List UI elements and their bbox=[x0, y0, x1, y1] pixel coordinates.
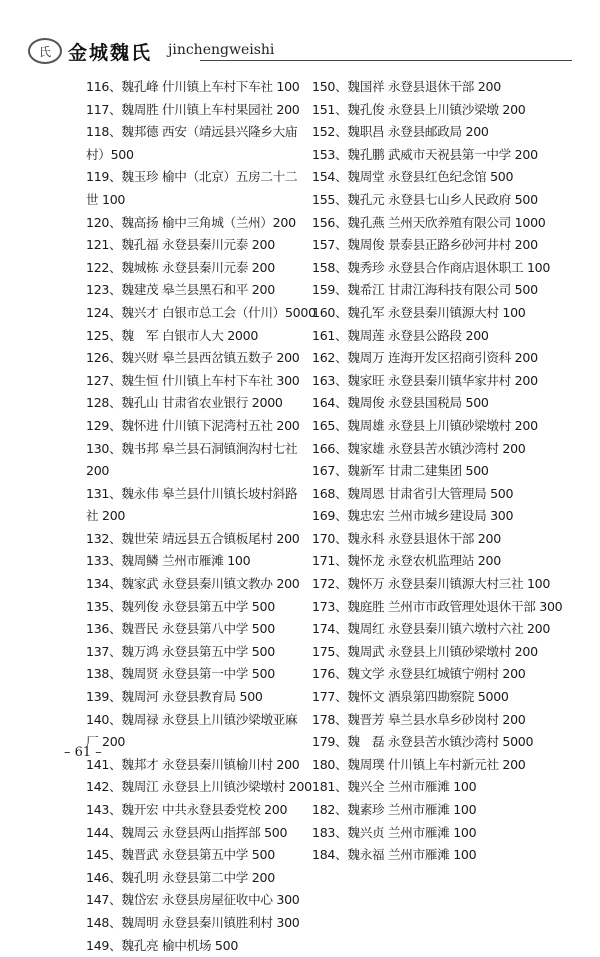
donor-entry: 145、魏晋武 永登县第五中学 500 bbox=[86, 847, 275, 863]
donor-entry: 128、魏孔山 甘肃省农业银行 2000 bbox=[86, 395, 283, 411]
donor-entry: 153、魏孔鹏 武威市天祝县第一中学 200 bbox=[312, 146, 538, 162]
donor-entry: 165、魏周雄 永登县上川镇砂梁墩村 200 bbox=[312, 417, 538, 433]
donor-entry: 164、魏周俊 永登县国税局 500 bbox=[312, 395, 489, 411]
donor-entry: 184、魏永福 兰州市雁滩 100 bbox=[312, 847, 477, 863]
donor-entry: 168、魏周恩 甘肃省引大管理局 500 bbox=[312, 485, 514, 501]
donor-entry: 148、魏周明 永登县秦川镇胜利村 300 bbox=[86, 914, 300, 930]
donor-entry: 140、魏周禄 永登县上川镇沙梁墩亚麻厂 200 bbox=[86, 711, 298, 750]
book-title: 金城魏氏 bbox=[68, 42, 153, 64]
page-header bbox=[0, 0, 600, 66]
donor-entry: 149、魏孔亮 榆中机场 500 bbox=[86, 937, 239, 953]
donor-entry: 127、魏生恒 什川镇上车村下车社 300 bbox=[86, 372, 300, 388]
donor-entry: 144、魏周云 永登县两山指挥部 500 bbox=[86, 824, 288, 840]
donor-entry: 131、魏永伟 皋兰县什川镇长坡村斜路社 200 bbox=[86, 485, 298, 524]
donor-entry: 170、魏永科 永登县退休干部 200 bbox=[312, 530, 501, 546]
donor-entry: 159、魏希江 甘肃江海科技有限公司 500 bbox=[312, 282, 538, 298]
donor-entry: 123、魏建茂 皋兰县黑石和平 200 bbox=[86, 282, 275, 298]
donor-entry: 129、魏怀进 什川镇下泥湾村五社 200 bbox=[86, 417, 300, 433]
donor-entry: 124、魏兴才 白银市总工会（什川）5000 bbox=[86, 304, 316, 320]
donor-entry: 135、魏列俊 永登县第五中学 500 bbox=[86, 598, 275, 614]
donor-entry: 176、魏文学 永登县红城镇宁朔村 200 bbox=[312, 666, 526, 682]
donor-entry: 137、魏万鸿 永登县第五中学 500 bbox=[86, 643, 275, 659]
donor-entry: 120、魏高扬 榆中三角城（兰州）200 bbox=[86, 214, 296, 230]
donor-entry: 183、魏兴贞 兰州市雁滩 100 bbox=[312, 824, 477, 840]
donor-entry: 177、魏怀文 酒泉第四勘察院 5000 bbox=[312, 689, 509, 705]
donor-entry: 143、魏开宏 中共永登县委党校 200 bbox=[86, 802, 288, 817]
donor-entry: 125、魏 军 白银市人大 2000 bbox=[86, 327, 259, 343]
donor-entry: 152、魏职昌 永登县邮政局 200 bbox=[312, 124, 489, 140]
donor-entry: 119、魏玉珍 榆中（北京）五房二十二世 100 bbox=[86, 169, 298, 207]
donor-entry: 133、魏周鳞 兰州市雁滩 100 bbox=[86, 553, 251, 569]
donor-entry: 161、魏周莲 永登县公路段 200 bbox=[312, 327, 489, 343]
donor-list-left bbox=[86, 76, 316, 957]
donor-entry: 118、魏邦德 西安（靖远县兴隆乡大庙村）500 bbox=[86, 124, 298, 162]
donor-entry: 175、魏周武 永登县上川镇砂梁墩村 200 bbox=[312, 643, 538, 659]
donor-entry: 172、魏怀万 永登县秦川镇源大村三社 100 bbox=[312, 576, 551, 592]
donor-entry: 163、魏家旺 永登县秦川镇华家井村 200 bbox=[312, 372, 538, 388]
donor-entry: 147、魏岱宏 永登县房屋征收中心 300 bbox=[86, 892, 300, 908]
clan-seal-icon bbox=[28, 38, 62, 64]
donor-entry: 126、魏兴财 皋兰县西岔镇五数子 200 bbox=[86, 350, 300, 366]
donor-entry: 132、魏世荣 靖远县五合镇板尾村 200 bbox=[86, 530, 300, 546]
page-number: – 61 – bbox=[64, 745, 102, 760]
donor-entry: 169、魏忠宏 兰州市城乡建设局 300 bbox=[312, 508, 514, 524]
seal-glyph: 氏 bbox=[38, 44, 51, 59]
donor-entry: 160、魏孔军 永登县秦川镇源大村 100 bbox=[312, 304, 526, 320]
donor-entry: 157、魏周俊 景泰县正路乡砂河井村 200 bbox=[312, 237, 538, 253]
donor-entry: 162、魏周万 连海开发区招商引资科 200 bbox=[312, 350, 538, 366]
donor-entry: 136、魏晋民 永登县第八中学 500 bbox=[86, 621, 275, 637]
donor-entry: 156、魏孔燕 兰州天欣养殖有限公司 1000 bbox=[312, 214, 546, 230]
donor-entry: 171、魏怀龙 永登农机监理站 200 bbox=[312, 553, 501, 569]
donor-entry: 139、魏周河 永登县教育局 500 bbox=[86, 689, 263, 705]
donor-entry: 174、魏周红 永登县秦川镇六墩村六社 200 bbox=[312, 621, 551, 637]
donor-entry: 173、魏庭胜 兰州市市政管理处退休干部 300 bbox=[312, 598, 563, 614]
header-rule bbox=[200, 60, 572, 61]
donor-entry: 142、魏周江 永登县上川镇沙梁墩村 200 bbox=[86, 779, 312, 795]
donor-entry: 138、魏周贤 永登县第一中学 500 bbox=[86, 666, 275, 682]
book-title-pinyin: jinchengweishi bbox=[168, 42, 275, 58]
donor-entry: 141、魏邦才 永登县秦川镇榆川村 200 bbox=[86, 756, 300, 772]
donor-entry: 130、魏书邦 皋兰县石洞镇涧沟村七社 200 bbox=[86, 440, 298, 479]
donor-entry: 167、魏新军 甘肃二建集团 500 bbox=[312, 463, 489, 479]
donor-entry: 146、魏孔明 永登县第二中学 200 bbox=[86, 869, 275, 885]
donor-entry: 178、魏晋芳 皋兰县水阜乡砂岗村 200 bbox=[312, 711, 526, 727]
donor-entry: 122、魏城栋 永登县秦川元泰 200 bbox=[86, 259, 275, 275]
donor-entry: 155、魏孔元 永登县七山乡人民政府 500 bbox=[312, 191, 538, 207]
donor-entry: 151、魏孔俊 永登县上川镇沙梁墩 200 bbox=[312, 101, 526, 117]
donor-list-right bbox=[312, 76, 582, 867]
donor-entry: 180、魏周璞 什川镇上车村新元社 200 bbox=[312, 756, 526, 772]
donor-entry: 154、魏周堂 永登县红色纪念馆 500 bbox=[312, 169, 514, 185]
donor-entry: 179、魏 磊 永登县苦水镇沙湾村 5000 bbox=[312, 734, 534, 750]
donor-entry: 121、魏孔福 永登县秦川元泰 200 bbox=[86, 237, 275, 253]
donor-entry: 158、魏秀珍 永登县合作商店退休职工 100 bbox=[312, 259, 551, 275]
donor-entry: 134、魏家武 永登县秦川镇文教办 200 bbox=[86, 576, 300, 592]
donor-entry: 166、魏家雄 永登县苦水镇沙湾村 200 bbox=[312, 440, 526, 456]
donor-entry: 181、魏兴全 兰州市雁滩 100 bbox=[312, 779, 477, 795]
donor-entry: 182、魏素珍 兰州市雁滩 100 bbox=[312, 802, 477, 817]
donor-entry: 117、魏周胜 什川镇上车村果园社 200 bbox=[86, 101, 300, 117]
donor-entry: 116、魏孔峰 什川镇上车村下车社 100 bbox=[86, 79, 300, 94]
donor-entry: 150、魏国祥 永登县退休干部 200 bbox=[312, 79, 501, 94]
